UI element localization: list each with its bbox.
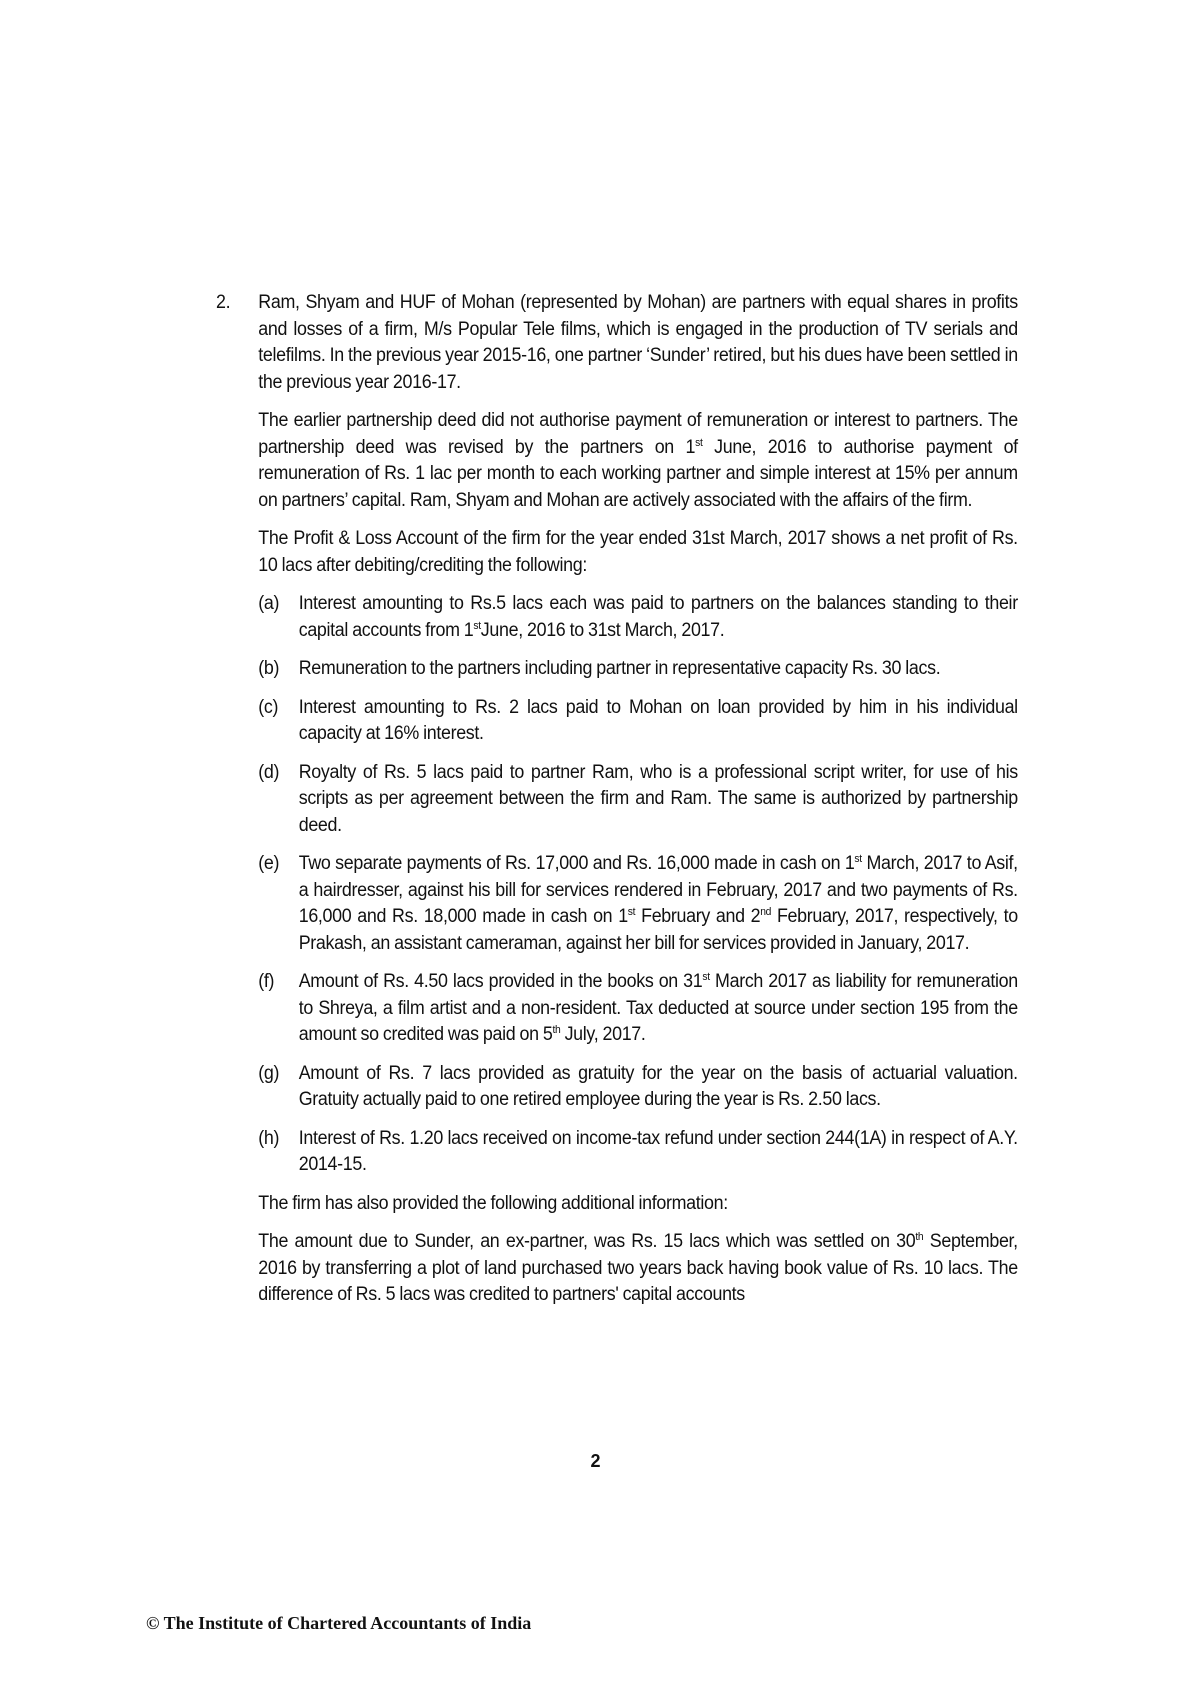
list-item <box>258 591 1018 644</box>
text-run: September, 2016 by transferring a plot of land purchased two years back having book value of Rs. 10 lacs. The difference of Rs. 5 lacs was credited to partners' capital accounts <box>258 1231 1018 1305</box>
text-run: February and 2 <box>635 906 761 927</box>
list-item-label: (h) <box>258 1127 280 1149</box>
ordinal-suffix: th <box>915 1231 924 1243</box>
list-item-text <box>299 1061 1018 1114</box>
question-number: 2. <box>216 292 231 313</box>
ordinal-suffix: st <box>627 906 636 918</box>
text-run: Interest of Rs. 1.20 lacs received on income-tax refund under section 244(1A) in respect of A.Y. 2014-15. <box>298 1127 1018 1175</box>
text-run: March 2017 as liability for remuneration to Shreya, a film artist and a non-resident. Tax deducted at source under section 195 from the amount so credited was paid on 5 <box>298 971 1018 1045</box>
list-item <box>258 969 1018 1049</box>
text-run: The amount due to Sunder, an ex-partner, was Rs. 15 lacs which was settled on 30 <box>258 1231 916 1252</box>
list-item <box>258 760 1018 840</box>
ordinal-suffix: th <box>552 1024 561 1036</box>
text-run: The earlier partnership deed did not authorise payment of remuneration or interest to partners. The partnership deed was revised by the partners on 1 <box>258 410 1018 458</box>
list-item-text <box>299 851 1018 957</box>
text-run: March, 2017 to Asif, a hairdresser, against his bill for services rendered in February, 2017 and two payments of Rs. 16,000 and Rs. 18,000 made in cash on 1 <box>298 853 1018 927</box>
question-body <box>258 290 1018 1309</box>
list-item-text <box>299 695 1018 748</box>
list-item-label: (f) <box>258 971 275 992</box>
list-item-label: (b) <box>258 658 280 679</box>
paragraph <box>258 1229 1018 1309</box>
text-run: June, 2016 to 31st March, 2017. <box>480 619 725 641</box>
text-run: Remuneration to the partners including partner in representative capacity Rs. 30 lacs. <box>298 658 941 679</box>
question-2 <box>216 290 1018 1321</box>
paragraph <box>258 290 1018 396</box>
list-item <box>258 656 1018 683</box>
list-item-label: (c) <box>258 696 279 718</box>
text-run: The Profit & Loss Account of the firm for the year ended 31st March, 2017 shows a net profit of Rs. 10 lacs after debiting/crediting the following: <box>258 528 1018 576</box>
ordinal-suffix: st <box>854 853 862 865</box>
ordinal-suffix: nd <box>760 906 772 918</box>
text-run: Two separate payments of Rs. 17,000 and Rs. 16,000 made in cash on 1 <box>298 853 855 874</box>
text-run: June, 2016 to authorise payment of remuneration of Rs. 1 lac per month to each working partner and simple interest at 15% per annum on partners’ capital. Ram, Shyam and Mohan are actively associated with the affairs of the firm. <box>258 436 1018 511</box>
list-item-text <box>299 969 1018 1049</box>
paragraph <box>258 1191 1018 1218</box>
text-run: Ram, Shyam and HUF of Mohan (represented by Mohan) are partners with equal shares in profits and losses of a firm, M/s Popular Tele films, which is engaged in the production of TV serials and telefilms. In the previous year 2015-16, one partner ‘Sunder’ retired, but his dues have been settled in the previous year 2016-17. <box>258 292 1018 393</box>
text-run: Interest amounting to Rs. 2 lacs paid to Mohan on loan provided by him in his individual capacity at 16% interest. <box>298 696 1018 744</box>
text-run: Royalty of Rs. 5 lacs paid to partner Ram, who is a professional script writer, for use of his scripts as per agreement between the firm and Ram. The same is authorized by partnership deed. <box>298 761 1018 836</box>
paragraph <box>258 408 1018 514</box>
list-item <box>258 851 1018 957</box>
paragraph <box>258 526 1018 579</box>
text-run: Interest amounting to Rs.5 lacs each was paid to partners on the balances standing to their capital accounts from 1 <box>298 593 1018 641</box>
intro-paragraphs <box>258 290 1018 579</box>
text-run: Amount of Rs. 7 lacs provided as gratuity for the year on the basis of actuarial valuation. Gratuity actually paid to one retired employee during the year is Rs. 2.50 lacs. <box>298 1062 1018 1110</box>
list-item <box>258 1061 1018 1114</box>
list-item-text <box>299 760 1018 840</box>
ordinal-suffix: st <box>695 436 703 449</box>
list-item-text <box>299 591 1018 644</box>
text-run: The firm has also provided the following additional information: <box>258 1192 728 1214</box>
text-run: Amount of Rs. 4.50 lacs provided in the books on 31 <box>298 971 703 992</box>
ordinal-suffix: st <box>473 619 481 632</box>
page-number: 2 <box>590 1451 601 1471</box>
list-item-label: (e) <box>258 853 280 874</box>
text-run: July, 2017. <box>560 1024 646 1045</box>
closing-paragraphs <box>258 1191 1018 1309</box>
list-item-label: (g) <box>258 1062 280 1084</box>
list-item-label: (d) <box>258 761 280 783</box>
copyright-footer: © The Institute of Chartered Accountants of India <box>146 1613 532 1633</box>
list-item-text <box>299 656 1018 683</box>
ordinal-suffix: st <box>702 971 710 983</box>
list-item-label: (a) <box>258 593 280 614</box>
text-run: February, 2017, respectively, to Prakash, an assistant cameraman, against her bill for services provided in January, 2017. <box>298 906 1018 954</box>
list-item <box>258 695 1018 748</box>
list-item-text <box>299 1126 1018 1179</box>
list-item <box>258 1126 1018 1179</box>
item-list <box>258 591 1018 1179</box>
